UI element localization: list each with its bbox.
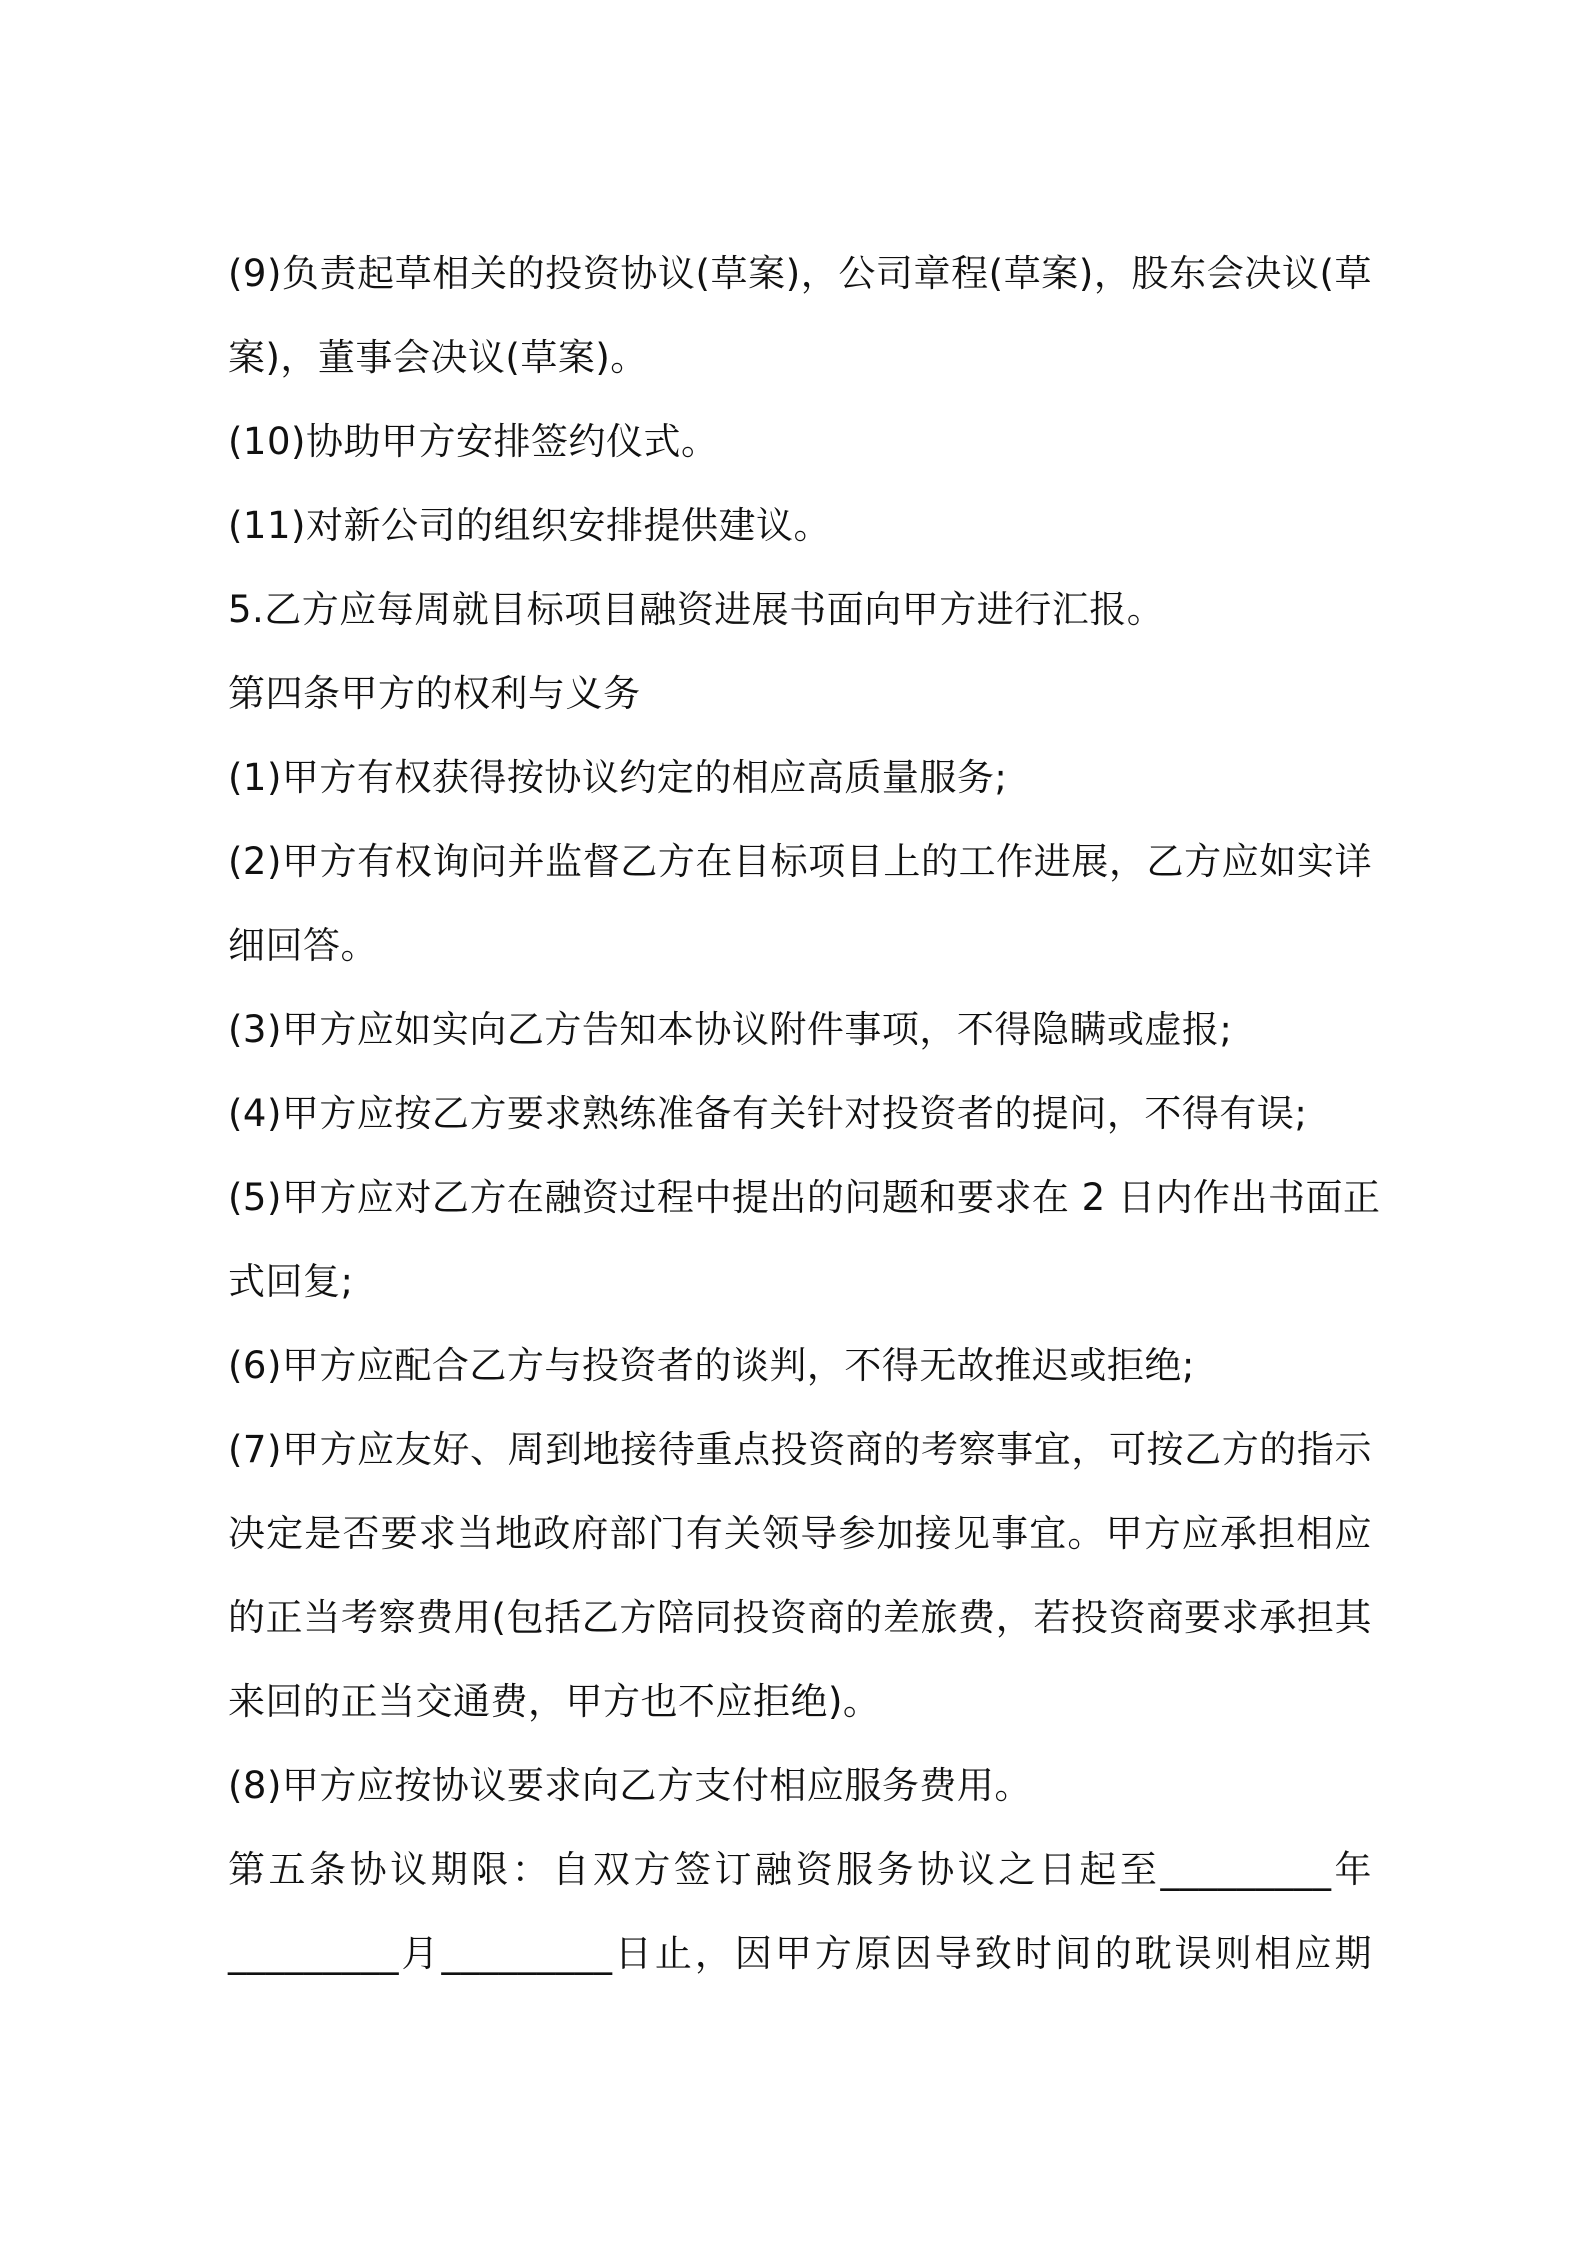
text-line-2: 案)，董事会决议(草案)。: [228, 336, 648, 379]
text-line-4: (11)对新公司的组织安排提供建议。: [228, 504, 831, 547]
text-line-19: (8)甲方应按协议要求向乙方支付相应服务费用。: [228, 1764, 1032, 1807]
text-line-3: (10)协助甲方安排签约仪式。: [228, 420, 719, 463]
text-line-12: (5)甲方应对乙方在融资过程中提出的问题和要求在 2 日内作出书面正: [228, 1176, 1381, 1219]
text-line-8: (2)甲方有权询问并监督乙方在目标项目上的工作进展，乙方应如实详: [228, 840, 1372, 883]
document-body: [228, 232, 1381, 1996]
text-line-9: 细回答。: [228, 924, 378, 967]
section-heading-5: 第五条协议期限：自双方签订融资服务协议之日起至_________年: [228, 1848, 1372, 1891]
text-line-7: (1)甲方有权获得按协议约定的相应高质量服务;: [228, 756, 1008, 799]
text-line-10: (3)甲方应如实向乙方告知本协议附件事项，不得隐瞒或虚报;: [228, 1008, 1233, 1051]
text-line-11: (4)甲方应按乙方要求熟练准备有关针对投资者的提问，不得有误;: [228, 1092, 1308, 1135]
text-line-14: (6)甲方应配合乙方与投资者的谈判，不得无故推迟或拒绝;: [228, 1344, 1195, 1387]
text-line-1: (9)负责起草相关的投资协议(草案)，公司章程(草案)，股东会决议(草: [228, 252, 1372, 295]
section-heading-4: 第四条甲方的权利与义务: [228, 672, 641, 715]
text-line-13: 式回复;: [228, 1260, 354, 1303]
text-line-16: 决定是否要求当地政府部门有关领导参加接见事宜。甲方应承担相应: [228, 1512, 1372, 1555]
text-line-15: (7)甲方应友好、周到地接待重点投资商的考察事宜，可按乙方的指示: [228, 1428, 1372, 1471]
text-line-21: _________月_________日止，因甲方原因导致时间的耽误则相应期: [228, 1932, 1372, 1975]
text-line-17: 的正当考察费用(包括乙方陪同投资商的差旅费，若投资商要求承担其: [228, 1596, 1372, 1639]
text-line-18: 来回的正当交通费，甲方也不应拒绝)。: [228, 1680, 881, 1723]
text-line-5: 5.乙方应每周就目标项目融资进展书面向甲方进行汇报。: [228, 588, 1165, 631]
